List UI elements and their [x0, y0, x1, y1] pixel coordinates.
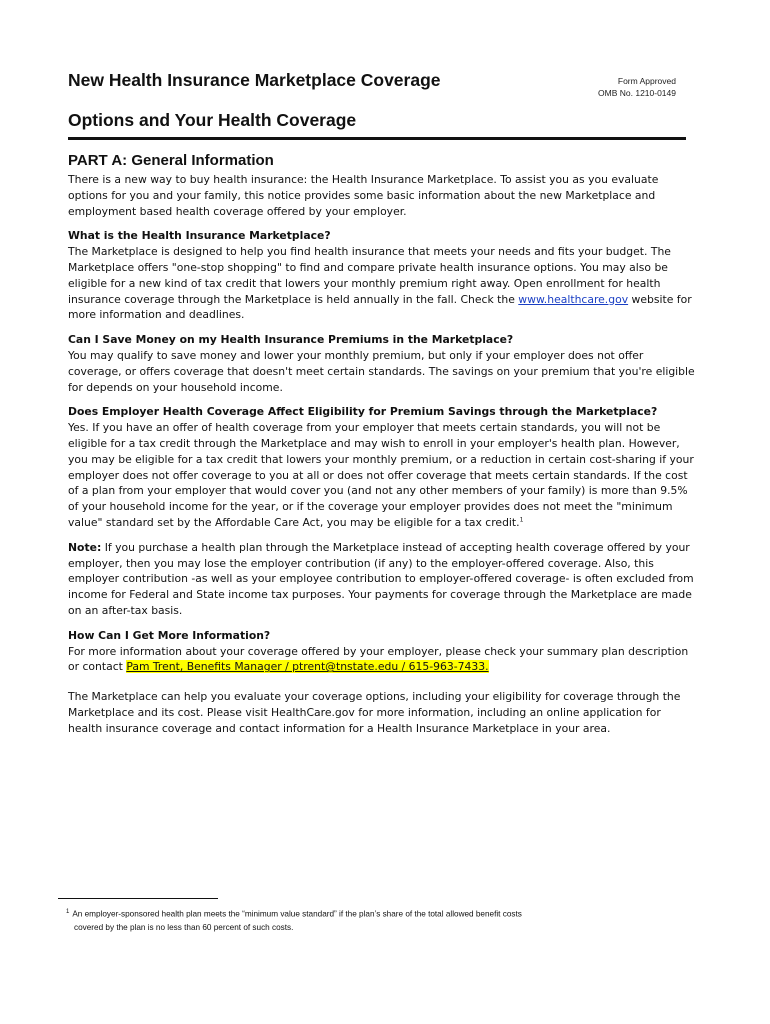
save-money-heading: Can I Save Money on my Health Insurance Premiums in the Marketplace? [68, 333, 514, 347]
note-label: Note: [68, 540, 102, 554]
footnote-divider [58, 898, 218, 899]
footnote-line2: covered by the plan is no less than 60 percent of such costs. [74, 922, 294, 932]
eligibility-text: Yes. If you have an offer of health coverage from your employer that meets certain standards, you will not be eligible for a tax credit through the Marketplace and may wish to enroll in your employer's health plan. However, you may be eligible for a tax credit that lowers your monthly premium, or a reduction in certain cost-sharing if your employer does not offer coverage to you at all or does not offer coverage that meets certain standards. If the cost of a plan from your employer that would cover you (and not any other members of your family) is more than 9.5% of your household income for the year, or if the coverage your employer provides does not meet the "minimum value" standard set by the Affordable Care Act, you may be eligible for a tax credit.$^1$ [68, 421, 694, 529]
form-approval-block [598, 75, 676, 99]
healthcare-gov-link[interactable]: www.healthcare.gov [518, 292, 629, 306]
part-a-intro: There is a new way to buy health insurance: the Health Insurance Marketplace. To assist you as you evaluate options for you and your family, this notice provides some basic information about the new Marketplace and employment based health coverage offered by your employer. [68, 173, 659, 218]
title-divider [68, 137, 686, 140]
document-title-line1: New Health Insurance Marketplace Coverage [68, 70, 441, 90]
omb-number: OMB No. 1210-0149 [598, 88, 676, 98]
footnote-number: 1 [66, 909, 70, 915]
note-paragraph: Note: If you purchase a health plan through the Marketplace instead of accepting health coverage offered by your employer, then you may lose the employer contribution (if any) to the employer-offered coverage. Also, this employer contribution -as well as your employee contribution to employer-offered coverage- is often excluded from income for Federal and State income tax purposes. Your payments for coverage through the Marketplace are made on an after-tax basis. [68, 540, 694, 617]
closing-paragraph: The Marketplace can help you evaluate your coverage options, including your eligibility for coverage through the Marketplace and its cost. Please visit HealthCare.gov for more information, including an online application for health insurance coverage and contact information for a Health Insurance Marketplace in your area. [68, 690, 681, 735]
eligibility-heading: Does Employer Health Coverage Affect Eligibility for Premium Savings through the Marketplace? [68, 405, 658, 419]
footnote [66, 906, 686, 934]
more-info-heading: How Can I Get More Information? [68, 628, 271, 642]
footnote-reference: 1 [519, 516, 524, 524]
form-approved-label: Form Approved [617, 76, 676, 86]
document-title-line2: Options and Your Health Coverage [68, 110, 357, 130]
footnote-line1: $^1$ An employer-sponsored health plan meets the “minimum value standard” if the plan’s share of the total allowed benefit costs [66, 909, 522, 919]
document-body [68, 172, 698, 737]
save-money-text: You may qualify to save money and lower your monthly premium, but only if your employer does not offer coverage, or offers coverage that doesn't meet certain standards. The savings on your premium that you're eligible for depends on your household income. [68, 348, 695, 394]
marketplace-heading: What is the Health Insurance Marketplace? [68, 229, 331, 243]
part-a-heading: PART A: General Information [68, 152, 274, 169]
more-info-text: For more information about your coverage offered by your employer, please check your summary plan description or contact Pam Trent, Benefits Manager / ptrent@tnstate.edu / 615-963-7433. [68, 644, 689, 674]
contact-info-highlight: Pam Trent, Benefits Manager / ptrent@tnstate.edu / 615-963-7433. [126, 660, 489, 674]
marketplace-text: The Marketplace is designed to help you find health insurance that meets your needs and fits your budget. The Marketplace offers "one-stop shopping" to find and compare private health insurance options. You may also be eligible for a new kind of tax credit that lowers your monthly premium right away. Open enrollment for health insurance coverage through the Marketplace is held annually in the fall. Check the www.healthcare.gov website for more information and deadlines. [68, 245, 692, 322]
